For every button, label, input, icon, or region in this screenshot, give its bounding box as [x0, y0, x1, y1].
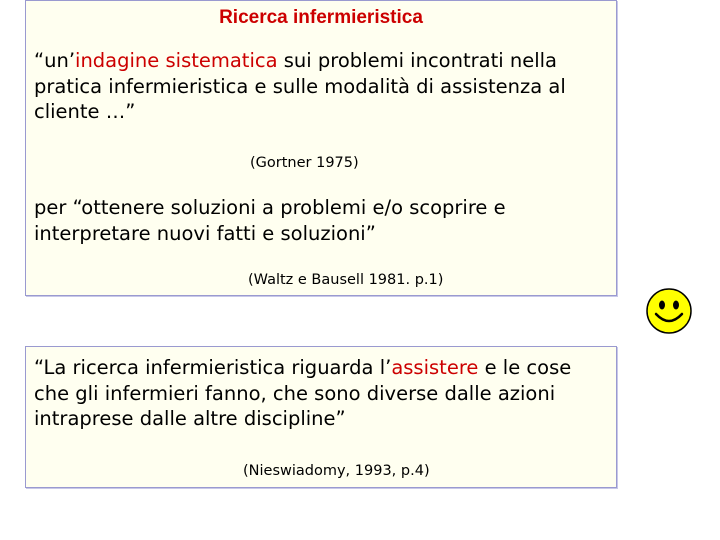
- quote-before: “La ricerca infermieristica riguarda l’: [34, 356, 392, 379]
- highlight-assistere: assistere: [391, 356, 479, 379]
- citation-waltz: (Waltz e Bausell 1981. p.1): [248, 272, 444, 288]
- definition-box-2: [25, 346, 617, 488]
- quote-after: e le cose che gli infermieri fanno, che sono diverse dalle azioni intraprese dalle altre discipline”: [34, 356, 572, 430]
- definition-box-1: [25, 0, 617, 296]
- quote-gortner: [34, 48, 608, 125]
- quote-waltz: per “ottenere soluzioni a problemi e/o scoprire e interpretare nuovi fatti e soluzioni”: [34, 196, 506, 245]
- quote-open: “un’: [34, 49, 76, 72]
- box-title: Ricerca infermieristica: [219, 7, 423, 28]
- quote-rest: sui problemi incontrati nella pratica infermieristica e sulle modalità di assistenza al cliente …”: [34, 49, 566, 123]
- citation-nieswiadomy: (Nieswiadomy, 1993, p.4): [243, 463, 430, 479]
- highlight-indagine: indagine sistematica: [75, 49, 278, 72]
- quote-nieswiadomy: [34, 355, 608, 432]
- smiley-face-icon: [645, 287, 693, 335]
- citation-gortner: (Gortner 1975): [250, 155, 359, 171]
